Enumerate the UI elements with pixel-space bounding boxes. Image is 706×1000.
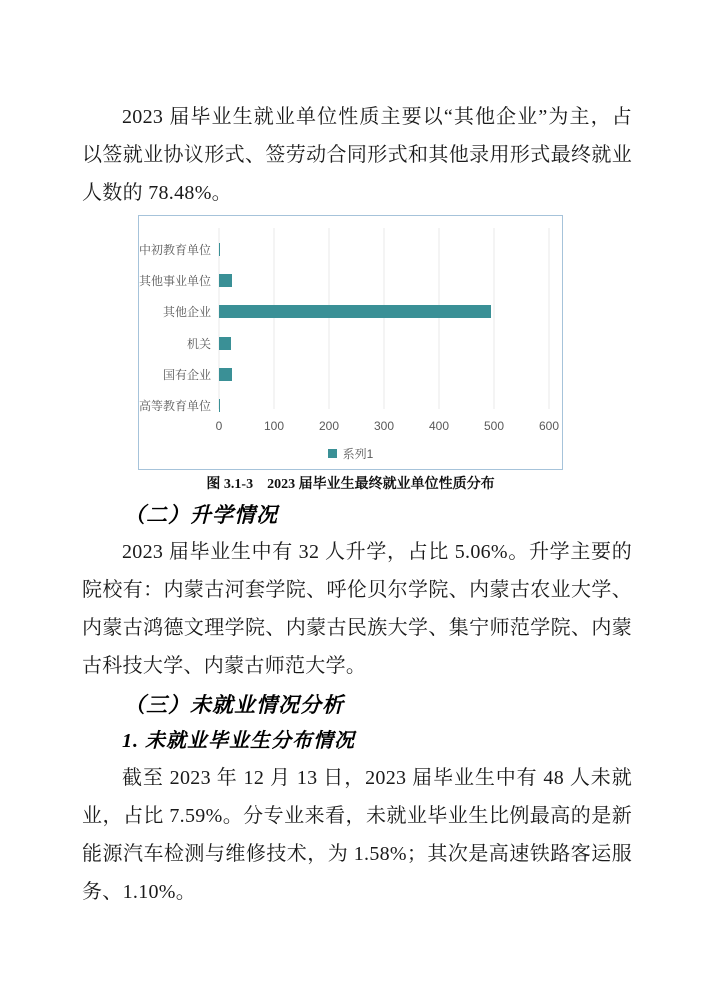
- heading-promotion: （二）升学情况: [124, 503, 278, 527]
- x-tick-label: 100: [263, 419, 285, 433]
- x-tick-label: 0: [215, 419, 223, 433]
- chart-bar: [219, 305, 491, 318]
- chart-category-label: 其他事业单位: [139, 274, 212, 289]
- chart-bar-track: [219, 337, 549, 350]
- chart-row: [139, 234, 549, 265]
- chart-row: [139, 296, 549, 327]
- subheading-unemployed-distribution: 1. 未就业毕业生分布情况: [122, 730, 355, 752]
- legend-series-label: 系列1: [342, 447, 374, 461]
- x-tick-label: 600: [538, 419, 560, 433]
- chart-category-label: 其他企业: [162, 305, 211, 320]
- chart-rows: [139, 234, 549, 421]
- x-tick-label: 400: [428, 419, 450, 433]
- chart-bar: [219, 274, 232, 287]
- figure-caption: 图 3.1-3 2023 届毕业生最终就业单位性质分布: [206, 477, 495, 492]
- paragraph-employment-nature: 2023 届毕业生就业单位性质主要以“其他企业”为主，占以签就业协议形式、签劳动合同形式和其他录用形式最终就业人数的 78.48%。: [82, 106, 632, 204]
- heading-unemployment: （三）未就业情况分析: [124, 693, 344, 717]
- chart-category-label: 国有企业: [162, 367, 211, 382]
- chart-bar-track: [219, 399, 549, 412]
- chart-row: [139, 265, 549, 296]
- chart-category-label: 高等教育单位: [139, 398, 212, 413]
- paragraph-promotion: 2023 届毕业生中有 32 人升学，占比 5.06%。升学主要的院校有：内蒙古河套学院、呼伦贝尔学院、内蒙古农业大学、内蒙古鸿德文理学院、内蒙古民族大学、集宁师范学院、内蒙古科技大学、内蒙古师范大学。: [82, 541, 632, 677]
- chart-bar-track: [219, 368, 549, 381]
- chart-row: [139, 359, 549, 390]
- x-tick-label: 300: [373, 419, 395, 433]
- chart-bar: [219, 399, 220, 412]
- chart-bar: [219, 368, 232, 381]
- paragraph-unemployment: 截至 2023 年 12 月 13 日，2023 届毕业生中有 48 人未就业，占比 7.59%。分专业来看，未就业毕业生比例最高的是新能源汽车检测与维修技术，为 1.58%；其次是高速铁路客运服务、1.10%。: [82, 767, 632, 903]
- figure-employment-chart: [138, 215, 563, 495]
- chart-bar-track: [219, 274, 549, 287]
- chart-bar-track: [219, 243, 549, 256]
- chart-bar: [219, 337, 231, 350]
- chart-category-label: 中初教育单位: [139, 243, 212, 258]
- legend-marker-icon: [328, 449, 337, 458]
- chart-row: [139, 390, 549, 421]
- chart-row: [139, 328, 549, 359]
- x-tick-label: 200: [318, 419, 340, 433]
- chart-bar: [219, 243, 220, 256]
- chart-legend: [139, 445, 562, 462]
- chart-bar-track: [219, 305, 549, 318]
- chart-x-axis: [215, 419, 560, 435]
- bar-chart: [138, 215, 563, 470]
- chart-category-label: 机关: [186, 336, 211, 351]
- x-tick-label: 500: [483, 419, 505, 433]
